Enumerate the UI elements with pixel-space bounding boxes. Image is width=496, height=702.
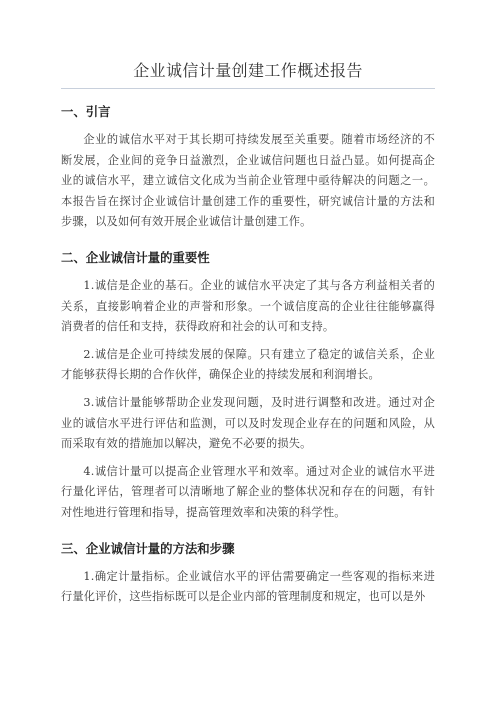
section-methods bbox=[61, 540, 435, 608]
document-title: 企业诚信计量创建工作概述报告 bbox=[133, 61, 363, 80]
paragraph: 2.诚信是企业可持续发展的保障。只有建立了稳定的诚信关系，企业才能够获得长期的合作伙伴，确保企业的持续发展和利润增长。 bbox=[61, 347, 435, 382]
paragraph: 1.诚信是企业的基石。企业的诚信水平决定了其与各方利益相关者的关系，直接影响着企业的声誉和形象。一个诚信度高的企业往往能够赢得消费者的信任和支持，获得政府和社会的认可和支持。 bbox=[61, 278, 435, 334]
paragraph: 3.诚信计量能够帮助企业发现问题，及时进行调整和改进。通过对企业的诚信水平进行评估和监测，可以及时发现企业存在的问题和风险，从而采取有效的措施加以解决，避免不必要的损失。 bbox=[61, 395, 435, 451]
section-heading: 三、企业诚信计量的方法和步骤 bbox=[61, 540, 235, 556]
title-divider bbox=[61, 88, 435, 89]
section-heading: 二、企业诚信计量的重要性 bbox=[61, 249, 210, 265]
paragraph: 4.诚信计量可以提高企业管理水平和效率。通过对企业的诚信水平进行量化评估，管理者可以清晰地了解企业的整体状况和存在的问题，有针对性地进行管理和指导，提高管理效率和决策的科学性。 bbox=[61, 464, 435, 519]
section-importance bbox=[61, 249, 435, 524]
section-heading: 一、引言 bbox=[61, 104, 111, 119]
paragraph: 1.确定计量指标。企业诚信水平的评估需要确定一些客观的指标来进行量化评价，这些指标既可以是企业内部的管理制度和规定，也可以是外 bbox=[61, 569, 435, 604]
section-introduction bbox=[61, 103, 435, 233]
paragraph: 企业的诚信水平对于其长期可持续发展至关重要。随着市场经济的不断发展，企业间的竞争日益激烈，企业诚信问题也日益凸显。如何提高企业的诚信水平，建立诚信文化成为当前企业管理中亟待解决的问题之一。本报告旨在探讨企业诚信计量创建工作的重要性，研究诚信计量的方法和步骤，以及如何有效开展企业诚信计量创建工作。 bbox=[61, 133, 435, 229]
